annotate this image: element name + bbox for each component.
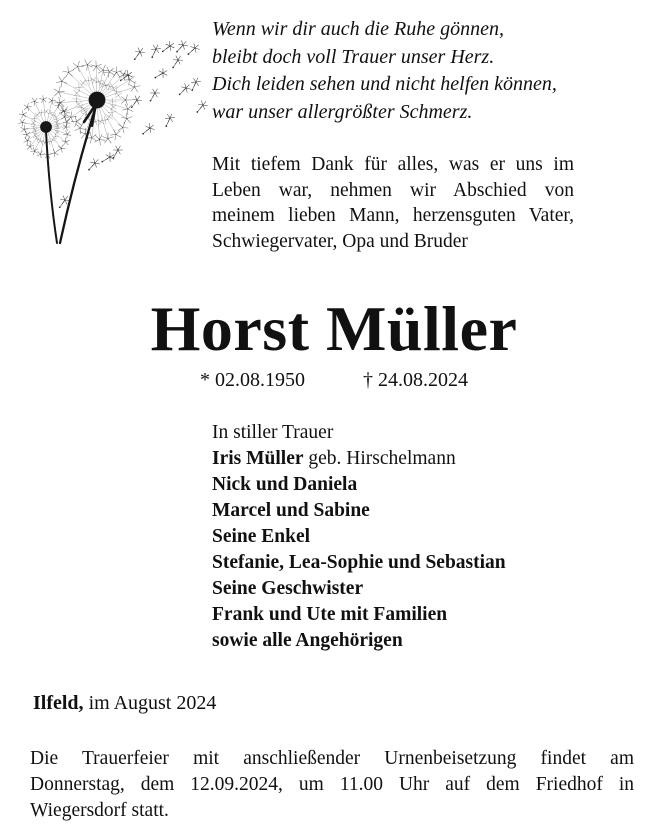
mourner-line: Seine Enkel — [212, 526, 311, 547]
tribute-line: meinem lieben Mann, herzensguten Vater, — [212, 205, 574, 227]
mourner-line: Stefanie, Lea-Sophie und Sebastian — [212, 552, 506, 573]
funeral-line: Wiegersdorf statt. — [30, 800, 169, 821]
tribute-paragraph — [212, 152, 574, 254]
mourner-line: Nick und Daniela — [212, 474, 358, 495]
place-and-date — [33, 691, 216, 715]
mourner-line: Seine Geschwister — [212, 578, 364, 599]
mourner-line: Marcel und Sabine — [212, 500, 370, 521]
mourner-line: In stiller Trauer — [212, 422, 334, 443]
poem-line: Wenn wir dir auch die Ruhe gönnen, — [212, 18, 505, 40]
deceased-name: Horst Müller — [150, 293, 518, 364]
poem-line: Dich leiden sehen und nicht helfen können, — [212, 73, 557, 95]
place-date: im August 2024 — [83, 692, 217, 714]
death-date: † 24.08.2024 — [363, 369, 468, 391]
dandelion-illustration — [0, 0, 215, 252]
birth-date: * 02.08.1950 — [200, 369, 305, 391]
funeral-line: Die Trauerfeier mit anschließender Urnenbeisetzung findet am — [30, 748, 634, 769]
mourner-line: Frank und Ute mit Familien — [212, 604, 448, 625]
tribute-line: Leben war, nehmen wir Abschied von — [212, 179, 574, 201]
mourners-list — [212, 420, 506, 654]
mourner-line: sowie alle Angehörigen — [212, 630, 403, 651]
funeral-notice — [30, 746, 634, 824]
funeral-line: Donnerstag, dem 12.09.2024, um 11.00 Uhr auf dem Friedhof in — [30, 774, 634, 795]
poem-line: war unser allergrößter Schmerz. — [212, 100, 473, 123]
mourner-line: Iris Müller geb. Hirschelmann — [212, 448, 456, 469]
life-dates — [0, 368, 668, 392]
place-name: Ilfeld, — [33, 692, 84, 714]
tribute-line: Mit tiefem Dank für alles, was er uns im — [212, 154, 574, 175]
tribute-line: Schwiegervater, Opa und Bruder — [212, 230, 468, 252]
poem — [212, 16, 557, 126]
poem-line: bleibt doch voll Trauer unser Herz. — [212, 45, 495, 68]
